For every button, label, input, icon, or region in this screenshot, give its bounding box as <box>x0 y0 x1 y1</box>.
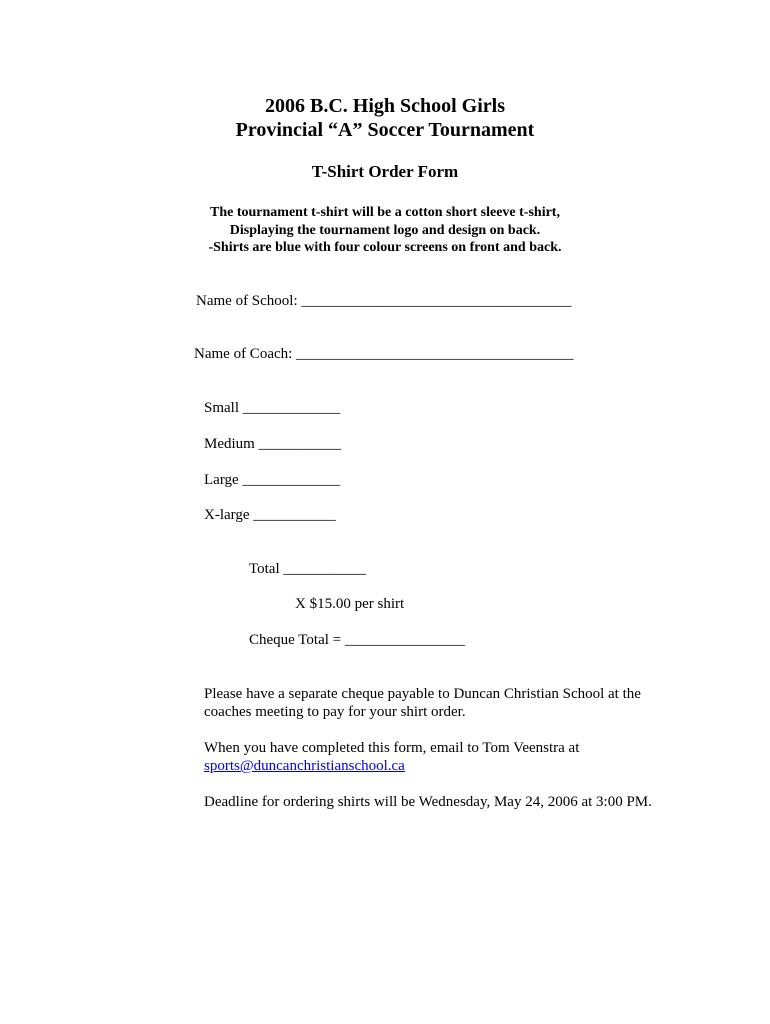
email-note-text: When you have completed this form, email to Tom Veenstra at <box>204 740 580 756</box>
deadline-note: Deadline for ordering shirts will be Wednesday, May 24, 2006 at 3:00 PM. <box>204 794 652 810</box>
description-line-3: -Shirts are blue with four colour screens on front and back. <box>208 240 562 255</box>
email-link[interactable]: sports@duncanchristianschool.ca <box>204 758 405 774</box>
size-large-field[interactable]: Large _____________ <box>204 472 340 488</box>
size-xlarge-field[interactable]: X-large ___________ <box>204 507 336 523</box>
cheque-total-field[interactable]: Cheque Total = ________________ <box>249 632 465 648</box>
school-name-field[interactable]: Name of School: ____________________________________ <box>196 293 572 309</box>
price-per-shirt: X $15.00 per shirt <box>295 596 405 612</box>
coach-name-field[interactable]: Name of Coach: _____________________________________ <box>194 346 574 362</box>
description-line-1: The tournament t-shirt will be a cotton short sleeve t-shirt, <box>210 205 560 220</box>
total-field[interactable]: Total ___________ <box>249 561 366 577</box>
title-line-1: 2006 B.C. High School Girls <box>264 95 506 117</box>
title-line-2: Provincial “A” Soccer Tournament <box>235 119 535 141</box>
form-title: T-Shirt Order Form <box>311 162 459 181</box>
email-note <box>204 739 654 775</box>
size-small-field[interactable]: Small _____________ <box>204 400 341 416</box>
size-medium-field[interactable]: Medium ___________ <box>204 436 342 452</box>
cheque-note: Please have a separate cheque payable to Duncan Christian School at the coaches meeting to pay for your shirt order. <box>204 686 641 720</box>
description-line-2: Displaying the tournament logo and design on back. <box>229 222 541 238</box>
